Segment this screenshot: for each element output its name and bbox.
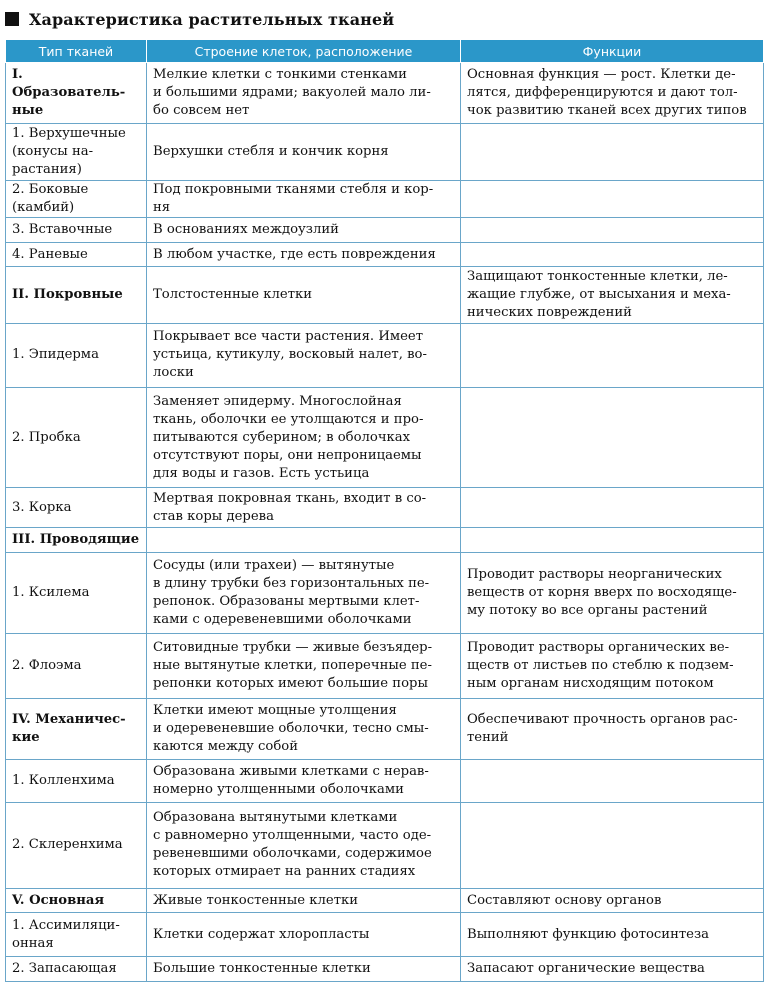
tissue-structure: Покрывает все части растения. Имеет устьица, кутикулу, восковый налет, во- лоски xyxy=(147,323,461,387)
tissue-name: 1. Ксилема xyxy=(6,552,147,634)
tissue-function xyxy=(461,180,764,218)
tissue-name: 1. Колленхима xyxy=(6,760,147,803)
tissue-structure: Мертвая покровная ткань, входит в со- став коры дерева xyxy=(147,488,461,528)
tissue-structure: Толстостенные клетки xyxy=(147,267,461,323)
tissue-function: Проводит растворы органических ве- ществ от листьев по стеблю к подзем- ным органам нисходящим потоком xyxy=(461,634,764,698)
tissue-structure: Живые тонкостенные клетки xyxy=(147,888,461,913)
table-group-row xyxy=(6,267,764,323)
table-row xyxy=(6,913,764,957)
tissue-function xyxy=(461,528,764,553)
tissue-function: Проводит растворы неорганических веществ от корня вверх по восходяще- му потоку во все органы растений xyxy=(461,552,764,634)
table-group-row xyxy=(6,528,764,553)
header-tissue-type: Тип тканей xyxy=(6,40,147,63)
tissue-name: 2. Боковые (камбий) xyxy=(6,180,147,218)
title-text: Характеристика растительных тканей xyxy=(29,9,395,29)
table-row xyxy=(6,634,764,698)
square-bullet-icon xyxy=(5,12,19,26)
table-row xyxy=(6,803,764,889)
tissue-name: 3. Корка xyxy=(6,488,147,528)
tissue-name: 2. Флоэма xyxy=(6,634,147,698)
table-row xyxy=(6,323,764,387)
tissue-structure: Большие тонкостенные клетки xyxy=(147,957,461,982)
tissue-name: I. Образователь- ные xyxy=(6,63,147,124)
table-row xyxy=(6,760,764,803)
table-row xyxy=(6,218,764,243)
tissue-name: 2. Запасающая xyxy=(6,957,147,982)
tissue-name: V. Основная xyxy=(6,888,147,913)
tissue-structure: В основаниях междоузлий xyxy=(147,218,461,243)
tissue-function xyxy=(461,488,764,528)
header-structure: Строение клеток, расположение xyxy=(147,40,461,63)
table-row xyxy=(6,388,764,488)
tissue-name: 3. Вставочные xyxy=(6,218,147,243)
tissue-structure: Мелкие клетки с тонкими стенками и большими ядрами; вакуолей мало ли- бо совсем нет xyxy=(147,63,461,124)
tissue-function: Выполняют функцию фотосинтеза xyxy=(461,913,764,957)
table-row xyxy=(6,552,764,634)
tissue-structure: Клетки имеют мощные утолщения и одеревеневшие оболочки, тесно смы- каются между собой xyxy=(147,698,461,759)
tissue-function xyxy=(461,803,764,889)
tissue-name: III. Проводящие xyxy=(6,528,147,553)
table-row xyxy=(6,180,764,218)
tissue-structure: Заменяет эпидерму. Многослойная ткань, оболочки ее утолщаются и про- питываются суберином; в оболочках отсутствуют поры, они непроницаемы для воды и газов. Есть устьица xyxy=(147,388,461,488)
tissue-structure: Клетки содержат хлоропласты xyxy=(147,913,461,957)
tissue-function xyxy=(461,218,764,243)
tissue-name: 1. Эпидерма xyxy=(6,323,147,387)
tissue-name: 4. Раневые xyxy=(6,242,147,267)
tissue-structure: Образована вытянутыми клетками с равномерно утолщенными, часто одe- ревеневшими оболочками, содержимое которых отмирает на ранних стадиях xyxy=(147,803,461,889)
table-header-row xyxy=(6,40,764,63)
tissue-function: Запасают органические вещества xyxy=(461,957,764,982)
tissue-structure: Ситовидные трубки — живые безъядер- ные вытянутые клетки, поперечные пе- репонки которых имеют большие поры xyxy=(147,634,461,698)
tissue-function: Защищают тонкостенные клетки, ле- жащие глубже, от высыхания и меха- нических повреждений xyxy=(461,267,764,323)
tissue-function: Обеспечивают прочность органов рас- тений xyxy=(461,698,764,759)
page-title xyxy=(5,6,394,32)
tissue-function: Составляют основу органов xyxy=(461,888,764,913)
tissue-name: II. Покровные xyxy=(6,267,147,323)
table-row xyxy=(6,242,764,267)
tissue-function: Основная функция — рост. Клетки де- лятся, дифференцируются и дают тол- чок развитию тканей всех других типов xyxy=(461,63,764,124)
table-group-row xyxy=(6,888,764,913)
tissue-name: IV. Механичес- кие xyxy=(6,698,147,759)
tissue-structure xyxy=(147,528,461,553)
header-functions: Функции xyxy=(461,40,764,63)
tissue-structure: Образована живыми клетками с нерав- номерно утолщенными оболочками xyxy=(147,760,461,803)
tissue-function xyxy=(461,242,764,267)
tissue-structure: Сосуды (или трахеи) — вытянутые в длину трубки без горизонтальных пе- репонок. Образованы мертвыми клет- ками с одеревеневшими оболочками xyxy=(147,552,461,634)
tissue-name: 2. Пробка xyxy=(6,388,147,488)
table-body xyxy=(6,63,764,982)
table-row xyxy=(6,124,764,180)
tissue-name: 1. Верхушечные (конусы на- растания) xyxy=(6,124,147,180)
tissue-function xyxy=(461,124,764,180)
tissue-table xyxy=(5,39,764,982)
table-row xyxy=(6,957,764,982)
tissue-structure: Под покровными тканями стебля и кор- ня xyxy=(147,180,461,218)
tissue-name: 2. Склеренхима xyxy=(6,803,147,889)
tissue-structure: В любом участке, где есть повреждения xyxy=(147,242,461,267)
tissue-structure: Верхушки стебля и кончик корня xyxy=(147,124,461,180)
tissue-function xyxy=(461,323,764,387)
tissue-name: 1. Ассимиляци- онная xyxy=(6,913,147,957)
table-row xyxy=(6,488,764,528)
table-group-row xyxy=(6,698,764,759)
tissue-function xyxy=(461,760,764,803)
tissue-function xyxy=(461,388,764,488)
table-group-row xyxy=(6,63,764,124)
